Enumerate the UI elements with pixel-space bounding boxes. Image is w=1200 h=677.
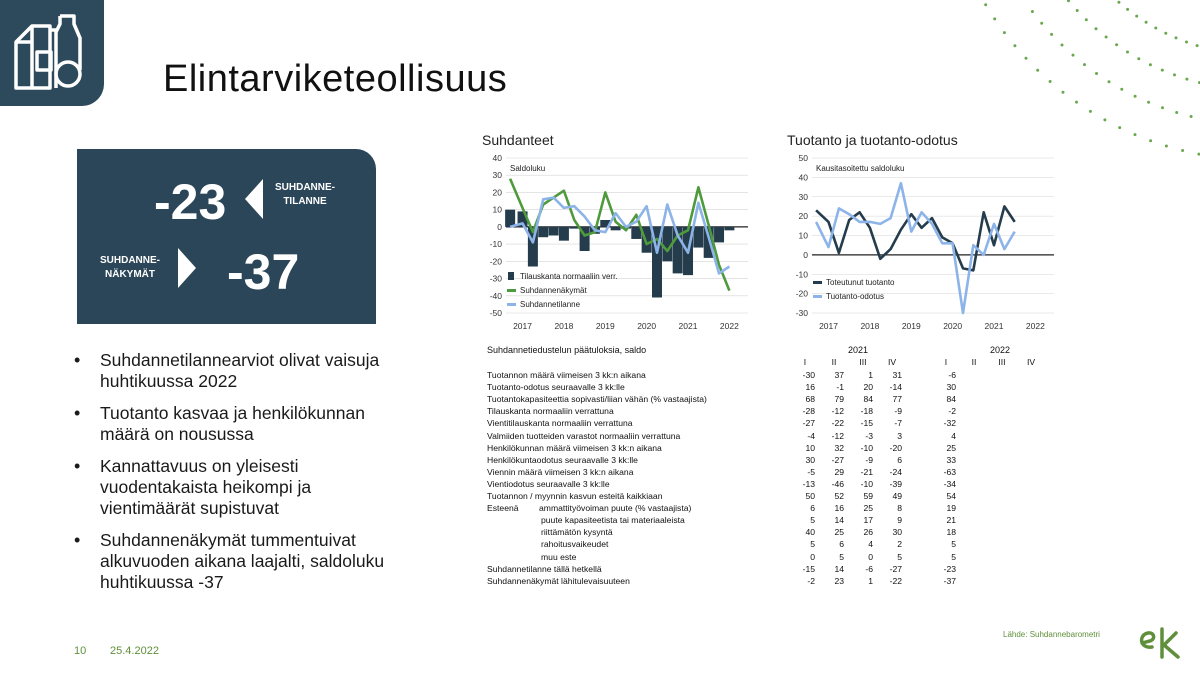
table-cell: 29 (834, 466, 844, 477)
decor-dot (1118, 126, 1121, 129)
table-cell: 30 (892, 527, 902, 538)
table-row-sublabel: puute kapasiteetista tai materiaaleista (541, 515, 685, 526)
x-tick-label: 2018 (554, 321, 574, 331)
table-cell: -34 (943, 478, 956, 489)
y-tick-label: 10 (492, 204, 502, 215)
table-cell: 1 (868, 370, 873, 380)
table-cell: -20 (889, 442, 902, 453)
decor-dot (1031, 10, 1034, 13)
table-cell: 4 (951, 430, 956, 441)
decor-dot (1161, 69, 1164, 72)
table-cell: 25 (834, 527, 844, 538)
table-cell: 5 (810, 515, 815, 526)
table-cell: -5 (807, 466, 815, 477)
y-tick-label: 10 (798, 230, 808, 241)
unit-label: Saldoluku (510, 164, 546, 173)
table-cell: -2 (807, 575, 815, 586)
table-cell: -15 (860, 418, 873, 429)
table-cell: 1 (868, 575, 873, 586)
table-cell: -10 (860, 478, 873, 489)
table-cell: 8 (897, 503, 902, 514)
decor-dot (1175, 111, 1178, 114)
source-note: Lähde: Suhdannebarometri (1003, 630, 1100, 639)
decor-dot (1134, 95, 1137, 98)
decor-dot (1185, 78, 1188, 81)
table-cell: -23 (943, 563, 956, 574)
x-tick-label: 2019 (901, 321, 921, 331)
arrow-left-icon (243, 179, 265, 219)
x-tick-label: 2021 (678, 321, 698, 331)
legend-label: Toteutunut tuotanto (826, 278, 895, 287)
bar (549, 227, 559, 236)
table-row-label: Suhdannetilanne tällä hetkellä (487, 563, 602, 574)
y-tick-label: 40 (798, 172, 808, 183)
table-cell: 10 (805, 442, 815, 453)
situation-value: -23 (154, 174, 227, 230)
kpi-panel (77, 149, 376, 324)
table-cell: 6 (810, 503, 815, 514)
table-cell: 79 (834, 394, 844, 405)
arrow-right-icon (176, 248, 198, 288)
table-cell: -14 (889, 382, 902, 393)
situation-label-line1: SUHDANNE- (275, 182, 335, 193)
decor-dot (1075, 101, 1078, 104)
table-cell: 77 (892, 394, 902, 405)
table-cell: -9 (894, 406, 902, 417)
table-cell: 59 (863, 491, 873, 501)
table-row-sublabel: muu este (541, 551, 577, 562)
y-tick-label: 0 (803, 249, 808, 260)
y-tick-label: -50 (489, 308, 502, 318)
legend-swatch (507, 289, 516, 292)
decor-dot (1040, 22, 1043, 25)
decor-dot (1149, 139, 1152, 142)
y-tick-label: -30 (489, 273, 502, 284)
table-cell: -1 (836, 382, 844, 393)
table-cell: -28 (802, 406, 815, 417)
decor-dot (984, 3, 987, 6)
y-tick-label: -20 (489, 256, 502, 267)
table-cell: -6 (948, 370, 956, 380)
table-cell: 0 (810, 551, 815, 562)
x-tick-label: 2019 (595, 321, 615, 331)
decor-dot (1013, 44, 1016, 47)
table-cell: -22 (831, 418, 844, 429)
bar (559, 227, 569, 241)
year-header: 2022 (990, 345, 1011, 355)
table-cell: -22 (889, 575, 902, 586)
decor-dot (1173, 73, 1176, 76)
table-row-label: Suhdannenäkymät lähitulevaisuuteen (487, 575, 630, 586)
outlook-value: -37 (227, 244, 300, 300)
table-cell: -9 (865, 454, 873, 465)
y-tick-label: -10 (795, 269, 808, 280)
y-tick-label: -20 (795, 288, 808, 299)
decor-dot (1154, 27, 1157, 30)
decor-dot (1003, 31, 1006, 34)
chart1-title: Suhdanteet (482, 132, 554, 148)
table-cell: -12 (831, 406, 844, 417)
situation-label (270, 181, 340, 209)
legend-swatch (508, 272, 514, 280)
decor-dot (1134, 133, 1137, 136)
y-tick-label: 30 (798, 191, 808, 202)
table-cell: -10 (860, 442, 873, 453)
table-row-sublabel: rahoitusvaikeudet (541, 539, 609, 550)
table-cell: 6 (897, 454, 902, 465)
decor-dot (1120, 88, 1123, 91)
table-cell: 5 (810, 539, 815, 550)
table-cell: -2 (948, 406, 956, 417)
bullet-item: • Suhdannenäkymät tummentuivat alkuvuoden aikana laajalti, saldoluku huhtikuussa -37 (70, 530, 410, 593)
y-tick-label: -30 (795, 308, 808, 318)
year-header: 2021 (848, 345, 869, 355)
table-cell: -32 (943, 418, 956, 429)
decor-dot (1067, 0, 1070, 2)
y-tick-label: 40 (492, 153, 502, 163)
decor-dot (1095, 72, 1098, 75)
table-cell: 9 (897, 515, 902, 526)
y-tick-label: 30 (492, 170, 502, 181)
page-title: Elintarviketeollisuus (163, 58, 508, 100)
decor-dot (1050, 33, 1053, 36)
decor-dot (1126, 8, 1129, 11)
table-cell: 21 (946, 515, 956, 526)
table-cell: -13 (802, 478, 815, 489)
decor-dot (1072, 54, 1075, 57)
decor-dot (1083, 63, 1086, 66)
table-cell: 31 (892, 370, 902, 380)
decor-dot (1137, 57, 1140, 60)
table-cell: -12 (831, 430, 844, 441)
table-row-label: Vientitilauskanta normaaliin verrattuna (487, 418, 633, 429)
table-cell: 0 (868, 551, 873, 562)
bar (714, 227, 724, 243)
decor-dot (1181, 149, 1184, 152)
table-cell: 14 (834, 563, 844, 574)
table-cell: 37 (834, 370, 844, 380)
table-cell: 18 (946, 527, 956, 538)
y-tick-label: 20 (492, 187, 502, 198)
table-row-sublabel: ammattityövoiman puute (% vastaajista) (539, 503, 692, 514)
table-row-sublabel: riittämätön kysyntä (541, 527, 613, 538)
decor-dot (1025, 57, 1028, 60)
table-cell: 5 (951, 551, 956, 562)
food-industry-icon-box (0, 0, 104, 106)
chart2-title: Tuotanto ja tuotanto-odotus (787, 132, 958, 148)
ek-logo (1136, 625, 1182, 661)
table-cell: -21 (860, 466, 873, 477)
table-row-label: Tilauskanta normaaliin verrattuna (487, 406, 614, 417)
table-cell: -6 (865, 563, 873, 574)
x-tick-label: 2022 (1025, 321, 1045, 331)
x-tick-label: 2017 (819, 321, 839, 331)
quarter-header: II (831, 357, 837, 367)
table-cell: -30 (802, 370, 815, 380)
decor-dot (1115, 43, 1118, 46)
legend-swatch (507, 303, 516, 306)
bullet-item: • Suhdannetilannearviot olivat vaisuja huhtikuussa 2022 (70, 350, 410, 392)
decor-dot (1164, 32, 1167, 35)
legend-label: Tilauskanta normaaliin verr. (520, 272, 618, 281)
x-tick-label: 2020 (637, 321, 657, 331)
page-number: 10 (74, 645, 87, 657)
table-cell: -3 (865, 430, 873, 441)
outlook-label-line1: SUHDANNE- (100, 255, 160, 266)
table-cell: -24 (889, 466, 902, 477)
table-cell: 40 (805, 527, 815, 538)
table-cell: 20 (863, 382, 873, 393)
food-industry-icon (0, 0, 104, 106)
table-cell: 2 (897, 539, 902, 550)
decor-dot (1190, 115, 1193, 118)
table-row-label: Tuotannon määrä viimeisen 3 kk:n aikana (487, 370, 646, 380)
bullet-list (70, 350, 410, 604)
decor-dot (1049, 80, 1052, 83)
decor-dot (1036, 69, 1039, 72)
decor-dot (1095, 27, 1098, 30)
table-cell: 54 (946, 491, 956, 501)
decor-dot (1147, 101, 1150, 104)
unit-label: Kausitasoitettu saldoluku (816, 164, 905, 173)
legend-swatch (813, 281, 822, 284)
table-row-label: Tuotannon / myynnin kasvun esteitä kaikkiaan (487, 491, 663, 501)
x-tick-label: 2018 (860, 321, 880, 331)
quarter-header: IV (887, 357, 897, 367)
table-row-label: Valmiiden tuotteiden varastot normaaliin verrattuna (487, 430, 681, 441)
decor-dot (1135, 15, 1138, 18)
decor-dot (1126, 51, 1129, 54)
quarter-header: IV (1026, 357, 1036, 367)
table-cell: 68 (805, 394, 815, 405)
x-tick-label: 2021 (984, 321, 1004, 331)
table-cell: 49 (892, 491, 902, 501)
table-cell: 4 (868, 539, 873, 550)
bullet-item: • Kannattavuus on yleisesti vuodentakaista heikompi ja vientimäärät supistuvat (70, 456, 410, 519)
legend-label: Tuotanto-odotus (826, 292, 884, 301)
table-cell: 25 (863, 503, 873, 514)
table-cell: -63 (943, 466, 956, 477)
decor-dot (1105, 36, 1108, 39)
decor-dot (1061, 44, 1064, 47)
y-tick-label: -40 (489, 290, 502, 301)
x-tick-label: 2017 (513, 321, 533, 331)
x-tick-label: 2020 (943, 321, 963, 331)
table-title: Suhdannetiedustelun päätuloksia, saldo (487, 345, 647, 355)
legend-swatch (813, 295, 822, 298)
quarter-header: II (971, 357, 977, 367)
table-cell: 84 (863, 394, 873, 405)
legend-label: Suhdannenäkymät (520, 286, 587, 295)
table-cell: -4 (807, 430, 815, 441)
bar (724, 227, 734, 230)
table-row-label: Viennin määrä viimeisen 3 kk:n aikana (487, 466, 634, 477)
table-row-label: Henkilökunnan määrä viimeisen 3 kk:n aikana (487, 442, 662, 453)
decor-dot (1076, 9, 1079, 12)
decor-dot (1103, 118, 1106, 121)
quarter-header: III (998, 357, 1006, 367)
table-cell: 17 (863, 515, 873, 526)
chart-suhdanteet (478, 150, 758, 340)
decor-dot (1185, 41, 1188, 44)
table-cell: -27 (831, 454, 844, 465)
table-cell: -46 (831, 478, 844, 489)
decor-dot (1149, 63, 1152, 66)
bar (693, 227, 703, 248)
decor-dot (1196, 44, 1199, 47)
table-row-label: Tuotantokapasiteettia sopivasti/liian vähän (% vastaajista) (487, 394, 707, 405)
table-row-label: Tuotanto-odotus seuraavalle 3 kk:lle (487, 382, 625, 393)
y-tick-label: -10 (489, 239, 502, 250)
decor-dot (1145, 21, 1148, 24)
table-cell: 26 (863, 527, 873, 538)
decor-dot (1062, 91, 1065, 94)
quarter-header: I (944, 357, 948, 367)
table-cell: 30 (805, 454, 815, 465)
quarter-header: I (803, 357, 807, 367)
table-cell: 16 (805, 382, 815, 393)
table-cell: -15 (802, 563, 815, 574)
table-cell: 50 (805, 491, 815, 501)
table-cell: 5 (839, 551, 844, 562)
table-cell: 25 (946, 442, 956, 453)
table-cell: -37 (943, 575, 956, 586)
table-cell: 30 (946, 382, 956, 393)
bar (611, 227, 621, 230)
decor-dot (1161, 106, 1164, 109)
decor-dot (1108, 80, 1111, 83)
y-tick-label: 20 (798, 211, 808, 222)
table-row-label: Henkilökuntaodotus seuraavalle 3 kk:lle (487, 454, 638, 465)
table-cell: 19 (946, 503, 956, 514)
legend-label: Suhdannetilanne (520, 300, 581, 309)
y-tick-label: 0 (497, 221, 502, 232)
table-cell: 32 (834, 442, 844, 453)
table-cell: -7 (894, 418, 902, 429)
table-cell: 84 (946, 394, 956, 405)
table-cell: -18 (860, 406, 873, 417)
table-cell: 52 (834, 491, 844, 501)
table-cell: -27 (889, 563, 902, 574)
decor-dot (1175, 36, 1178, 39)
decor-dot (993, 17, 996, 20)
outlook-label-line2: NÄKYMÄT (105, 269, 155, 280)
table-cell: 3 (897, 430, 902, 441)
quarter-header: III (859, 357, 867, 367)
y-tick-label: 50 (798, 153, 808, 163)
table-cell: 33 (946, 454, 956, 465)
table-cell: -39 (889, 478, 902, 489)
table-row-label: Vientiodotus seuraavalle 3 kk:lle (487, 478, 610, 489)
bar (505, 210, 515, 227)
outlook-label (99, 254, 161, 282)
bullet-item: • Tuotanto kasvaa ja henkilökunnan määrä on nousussa (70, 403, 410, 445)
decor-dot (1165, 145, 1168, 148)
table-cell: 23 (834, 575, 844, 586)
decor-dot (1085, 18, 1088, 21)
decor-dot (1089, 110, 1092, 113)
x-tick-label: 2022 (719, 321, 739, 331)
slide-date: 25.4.2022 (110, 645, 159, 657)
chart-tuotanto (784, 150, 1064, 340)
decor-dot (1117, 1, 1120, 4)
table-cell: -27 (802, 418, 815, 429)
situation-label-line2: TILANNE (283, 196, 327, 207)
table-cell: 6 (839, 539, 844, 550)
table-cell: 16 (834, 503, 844, 514)
table-cell: 5 (951, 539, 956, 550)
table-cell: 5 (897, 551, 902, 562)
bar (538, 227, 548, 237)
table-cell: 14 (834, 515, 844, 526)
table-row-label: Esteenä (487, 503, 519, 514)
